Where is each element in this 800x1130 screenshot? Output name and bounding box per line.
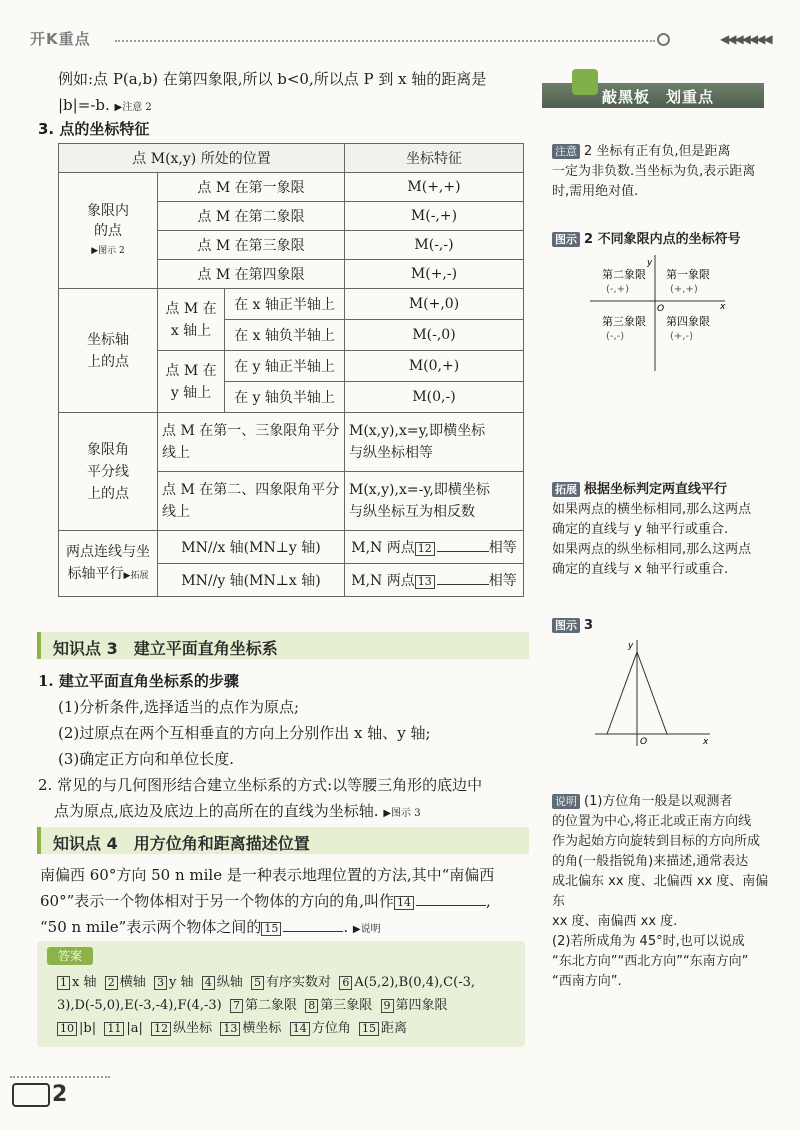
- knowledge-3-content: [38, 668, 528, 827]
- table-cell: 在 y 轴负半轴上: [225, 382, 345, 413]
- answer-row-3: 10 |b| 11 |a| 12 纵坐标 13 横坐标 14 方位角 15 距离: [57, 1017, 407, 1036]
- fill-blank[interactable]: [437, 551, 489, 552]
- table-header-position: 点 M(x,y) 所处的位置: [59, 144, 345, 173]
- q1-signs: (+,+): [670, 284, 698, 295]
- extend-block: 拓展 根据坐标判定两直线平行 如果两点的横坐标相同,那么这两点 确定的直线与 y 轴平行或重合. 如果两点的纵坐标相同,那么这两点 确定的直线与 x 轴平行或重合.: [552, 482, 752, 577]
- blank-number: 12: [415, 542, 435, 556]
- bearing-line-1: 南偏西 60°方向 50 n mile 是一种表示地理位置的方法,其中“南偏西: [40, 866, 495, 884]
- page-header: [0, 0, 800, 56]
- footer-dotted-line: [10, 1076, 110, 1078]
- group-quadrant: [59, 173, 158, 289]
- knowledge-4-content: 南偏西 60°方向 50 n mile 是一种表示地理位置的方法,其中“南偏西 60°”表示一个物体相对于另一个物体的方向的角,叫作 14 , “50 n mile”表示两个物体之间的 15 . ▶说明: [40, 862, 530, 943]
- table-cell: M(0,-): [345, 382, 524, 413]
- figure-tag: 图示: [552, 618, 580, 633]
- intro-line-1: 例如:点 P(a,b) 在第四象限,所以 b<0,所以点 P 到 x 轴的距离是: [58, 70, 487, 88]
- answer-row-2: 3),D(-5,0),E(-3,-4),F(4,-3) 7 第二象限 8 第三象限 9 第四象限: [57, 998, 448, 1013]
- explain-tag: 说明: [552, 794, 580, 809]
- table-cell: M(-,0): [345, 320, 524, 351]
- table-cell: 点 M 在第四象限: [158, 260, 345, 289]
- sidebar-header: [542, 83, 764, 108]
- table-cell: M(+,+): [345, 173, 524, 202]
- fill-blank[interactable]: [283, 931, 343, 932]
- origin-label: O: [640, 737, 648, 747]
- fig-ref[interactable]: ▶图示 3: [383, 808, 421, 819]
- group-parallel: 两点连线与坐 标轴平行▶拓展: [59, 531, 158, 597]
- table-cell: MN//x 轴(MN⊥y 轴): [158, 531, 345, 564]
- blank-number: 14: [394, 896, 414, 910]
- header-dotted-line: [115, 40, 655, 42]
- extend-tag: 拓展: [552, 482, 580, 497]
- bearing-line-3: “50 n mile”表示两个物体之间的: [40, 918, 262, 936]
- q4-label: 第四象限: [666, 315, 710, 328]
- blank-number: 15: [261, 922, 281, 936]
- group-axis: [59, 289, 158, 413]
- pin-icon: [657, 33, 670, 46]
- method-line-2: 点为原点,底边及底边上的高所在的直线为坐标轴.: [54, 802, 379, 820]
- group-label-line: 上的点: [87, 353, 129, 370]
- table-cell: M,N 两点 13 相等: [345, 564, 524, 597]
- explain-ref[interactable]: ▶说明: [352, 924, 381, 935]
- answer-label: 答案: [47, 947, 93, 965]
- brand-logo: 开K重点: [30, 30, 91, 48]
- table-cell: M(x,y),x=-y,即横坐标 与纵坐标互为相反数: [345, 472, 524, 531]
- table-cell: 在 x 轴正半轴上: [225, 289, 345, 320]
- note-tag: 注意: [552, 144, 580, 159]
- table-cell: 点 M 在第一象限: [158, 173, 345, 202]
- step-item: (2)过原点在两个互相垂直的方向上分别作出 x 轴、y 轴;: [58, 724, 431, 742]
- group-label-line: 坐标轴: [87, 331, 129, 348]
- knowledge-3-title: 知识点 3 建立平面直角坐标系: [53, 639, 278, 658]
- answer-row-1: 1 x 轴 2 横轴 3 y 轴 4 纵轴 5 有序实数对 6 A(5,2),B(0,4),C(-3,: [57, 971, 475, 990]
- step-item: (3)确定正方向和单位长度.: [58, 750, 235, 768]
- knowledge-3-bar: [37, 632, 529, 659]
- note-2-block: 注意 2 坐标有正有负,但是距离 一定为非负数.当坐标为负,表示距离 时,需用绝对值.: [552, 144, 756, 199]
- teacher-icon: [572, 69, 598, 95]
- answer-box: [37, 941, 525, 1047]
- steps-title: 1. 建立平面直角坐标系的步骤: [38, 672, 239, 690]
- q2-signs: (-,+): [606, 284, 629, 295]
- extend-ref[interactable]: ▶拓展: [123, 570, 149, 581]
- q3-signs: (-,-): [606, 331, 625, 342]
- table-cell: M(-,+): [345, 202, 524, 231]
- table-cell: 点 M 在第二、四象限角平分 线上: [158, 472, 345, 531]
- table-cell: M,N 两点 12 相等: [345, 531, 524, 564]
- q4-signs: (+,-): [670, 331, 693, 342]
- sidebar-header-title: 敲黑板 划重点: [602, 88, 715, 106]
- method-line-1: 2. 常见的与几何图形结合建立坐标系的方式:以等腰三角形的底边中: [38, 776, 483, 794]
- note-ref[interactable]: ▶注意 2: [114, 102, 152, 113]
- group-bisector: 象限角 平分线 上的点: [59, 413, 158, 531]
- quadrant-diagram: [590, 253, 730, 373]
- intro-line-2: [58, 92, 528, 121]
- table-cell: 在 y 轴正半轴上: [225, 351, 345, 382]
- triangle-diagram: [595, 638, 715, 748]
- axis-label-y: y: [628, 641, 634, 651]
- section-3-title: 3. 点的坐标特征: [38, 120, 150, 138]
- explain-block: 说明 (1)方位角一般是以观测者 的位置为中心,将正北或正南方向线 作为起始方向旋转到目标的方向所成 的角(一般指锐角)来描述,通常表达 成北偏东 xx 度、北偏西 xx 度、南偏东 xx 度、南偏西 xx 度. (2)若所成角为 45°时,也可以说成 “东北方向”“西北方向”“东南方向” “西南方向”.: [552, 794, 769, 989]
- x-axis-subgroup: 点 M 在 x 轴上: [158, 289, 225, 351]
- table-cell: M(x,y),x=y,即横坐标 与纵坐标相等: [345, 413, 524, 472]
- knowledge-4-bar: [37, 827, 529, 854]
- table-cell: 在 x 轴负半轴上: [225, 320, 345, 351]
- axis-label-y: y: [647, 258, 653, 268]
- q1-label: 第一象限: [666, 268, 710, 281]
- fig-3-title: 图示 3: [552, 616, 593, 636]
- compass-icon: [12, 1083, 50, 1107]
- group-label-line: 象限内: [87, 202, 129, 219]
- knowledge-4-title: 知识点 4 用方位角和距离描述位置: [53, 834, 310, 853]
- table-cell: M(+,-): [345, 260, 524, 289]
- intro-paragraph: [58, 66, 528, 121]
- figure-tag: 图示: [552, 232, 580, 247]
- q3-label: 第三象限: [602, 315, 646, 328]
- blank-number: 13: [415, 575, 435, 589]
- axis-label-x: x: [703, 737, 709, 747]
- group-label-line: 的点: [94, 222, 122, 239]
- page-number: 2: [12, 1082, 67, 1107]
- y-axis-subgroup: 点 M 在 y 轴上: [158, 351, 225, 413]
- step-item: (1)分析条件,选择适当的点作为原点;: [58, 698, 300, 716]
- table-cell: 点 M 在第二象限: [158, 202, 345, 231]
- axis-label-x: x: [720, 302, 726, 312]
- q2-label: 第二象限: [602, 268, 646, 281]
- fig-ref[interactable]: ▶图示 2: [91, 245, 125, 256]
- fill-blank[interactable]: [437, 584, 489, 585]
- table-cell: M(-,-): [345, 231, 524, 260]
- table-cell: 点 M 在第三象限: [158, 231, 345, 260]
- intro-formula: |b|=-b.: [58, 96, 110, 114]
- arrow-trail-icon: ◀◀◀◀◀◀◀: [720, 32, 771, 46]
- coordinate-feature-table: [58, 143, 524, 597]
- table-cell: M(0,+): [345, 351, 524, 382]
- table-header-feature: 坐标特征: [345, 144, 524, 173]
- fig-2-title: 图示 2 不同象限内点的坐标符号: [552, 230, 774, 250]
- table-cell: 点 M 在第一、三象限角平分 线上: [158, 413, 345, 472]
- bearing-line-2: 60°”表示一个物体相对于另一个物体的方向的角,叫作: [40, 892, 395, 910]
- table-cell: M(+,0): [345, 289, 524, 320]
- origin-label: O: [657, 304, 665, 314]
- fill-blank[interactable]: [416, 905, 486, 906]
- table-cell: MN//y 轴(MN⊥x 轴): [158, 564, 345, 597]
